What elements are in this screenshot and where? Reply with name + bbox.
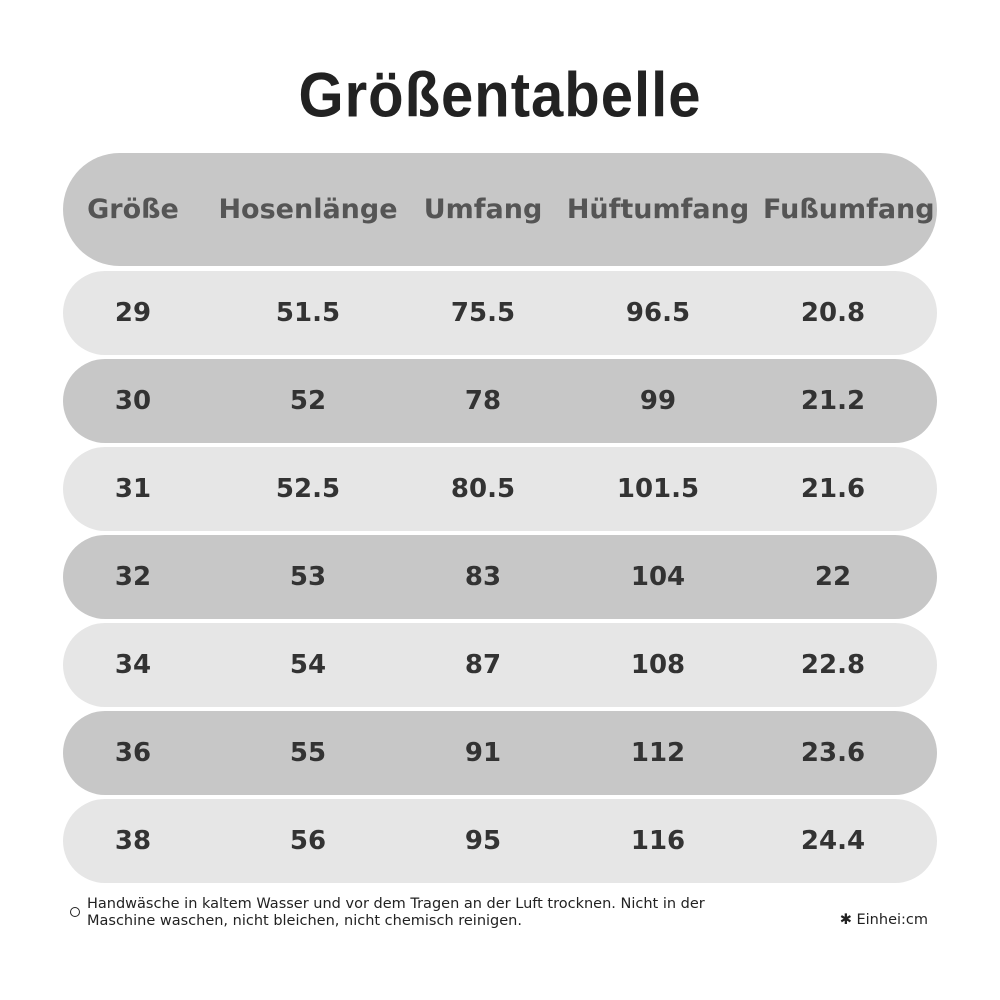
table-row bbox=[63, 623, 937, 707]
table-cell: 101.5 bbox=[616, 474, 700, 504]
table-cell: 104 bbox=[630, 562, 686, 592]
table-cell: 75.5 bbox=[450, 298, 516, 328]
care-instructions bbox=[70, 896, 770, 930]
table-cell: 22 bbox=[814, 562, 852, 592]
table-cell: 53 bbox=[289, 562, 327, 592]
table-cell: 24.4 bbox=[800, 826, 866, 856]
table-cell: 31 bbox=[114, 474, 152, 504]
table-cell: 21.6 bbox=[800, 474, 866, 504]
table-row bbox=[63, 359, 937, 443]
circle-bullet-icon bbox=[70, 907, 80, 917]
table-cell: 56 bbox=[289, 826, 327, 856]
table-cell: 54 bbox=[289, 650, 327, 680]
table-row bbox=[63, 535, 937, 619]
table-cell: 108 bbox=[630, 650, 686, 680]
table-cell: 51.5 bbox=[275, 298, 341, 328]
table-row bbox=[63, 799, 937, 883]
size-table bbox=[63, 153, 937, 887]
table-cell: 96.5 bbox=[625, 298, 691, 328]
table-cell: 21.2 bbox=[800, 386, 866, 416]
table-cell: 34 bbox=[114, 650, 152, 680]
table-cell: 80.5 bbox=[450, 474, 516, 504]
care-instructions-line-1: Handwäsche in kaltem Wasser und vor dem Tragen an der Luft trocknen. Nicht in der bbox=[87, 896, 705, 912]
table-cell: 23.6 bbox=[800, 738, 866, 768]
header-cell-hip: Hüftumfang bbox=[566, 194, 750, 225]
header-cell-pants-length: Hosenlänge bbox=[218, 194, 398, 225]
table-cell: 116 bbox=[630, 826, 686, 856]
table-cell: 99 bbox=[639, 386, 677, 416]
table-row bbox=[63, 447, 937, 531]
table-cell: 36 bbox=[114, 738, 152, 768]
table-cell: 20.8 bbox=[800, 298, 866, 328]
page-title: Größentabelle bbox=[298, 60, 702, 131]
table-cell: 32 bbox=[114, 562, 152, 592]
care-instructions-text bbox=[87, 896, 705, 930]
table-row bbox=[63, 711, 937, 795]
header-cell-waist: Umfang bbox=[423, 194, 543, 225]
table-cell: 52.5 bbox=[275, 474, 341, 504]
unit-label: ✱ Einhei:cm bbox=[839, 912, 928, 928]
table-row bbox=[63, 271, 937, 355]
table-cell: 83 bbox=[464, 562, 502, 592]
table-cell: 22.8 bbox=[800, 650, 866, 680]
table-cell: 95 bbox=[464, 826, 502, 856]
table-cell: 30 bbox=[114, 386, 152, 416]
table-cell: 87 bbox=[464, 650, 502, 680]
table-cell: 38 bbox=[114, 826, 152, 856]
care-instructions-line-2: Maschine waschen, nicht bleichen, nicht chemisch reinigen. bbox=[87, 913, 522, 929]
table-cell: 112 bbox=[630, 738, 686, 768]
table-cell: 91 bbox=[464, 738, 502, 768]
header-cell-size: Größe bbox=[87, 194, 179, 225]
table-cell: 29 bbox=[114, 298, 152, 328]
table-header-row bbox=[63, 153, 937, 266]
table-cell: 78 bbox=[464, 386, 502, 416]
table-cell: 52 bbox=[289, 386, 327, 416]
header-cell-leg-opening: Fußumfang bbox=[763, 194, 935, 225]
table-cell: 55 bbox=[289, 738, 327, 768]
